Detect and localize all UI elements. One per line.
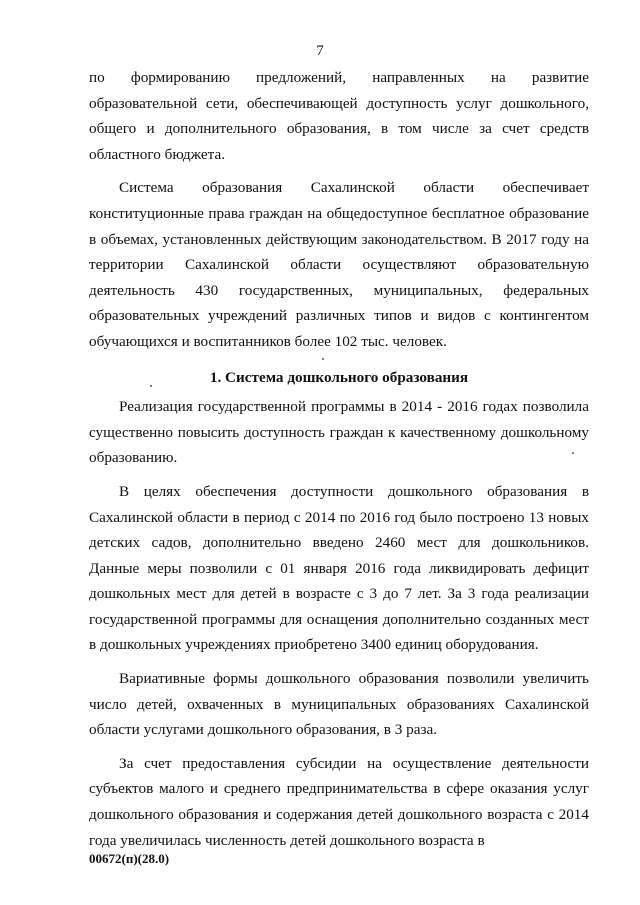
document-body [89,65,589,861]
scan-speck [322,358,324,360]
paragraph-program-results: Реализация государственной программы в 2014 - 2016 годах позволила существенно повысить доступность граждан к качественному дошкольному образованию. [89,398,589,467]
paragraph-education-system: Система образования Сахалинской области обеспечивает конституционные права граждан на общедоступное бесплатное образование в объемах, установленных действующим законодательством. В 2017 году на территории Сахалинской области осуществляют образовательную деятельность 430 государственных, муниципальных, федеральных образовательных учреждений различных типов и видов с контингентом обучающихся и воспитанников более 102 тыс. человек. [89,179,589,350]
paragraph-variative-forms: Вариативные формы дошкольного образования позволили увеличить число детей, охваченных в муниципальных образованиях Сахалинской области услугами дошкольного образования, в 3 раза. [89,670,589,739]
paragraph-continuation: по формированию предложений, направленных на развитие образовательной сети, обеспечивающей доступность услуг дошкольного, общего и дополнительного образования, в том числе за счет средств областного бюджета. [89,69,589,163]
scan-speck [572,452,574,454]
paragraph-subsidies: За счет предоставления субсидии на осуществление деятельности субъектов малого и среднего предпринимательства в сфере оказания услуг дошкольного образования и содержания детей дошкольного возраста с 2014 года увеличилась численность детей дошкольного возраста в [89,754,589,849]
section-heading: 1. Система дошкольного образования [209,368,469,386]
scan-speck [150,385,152,387]
paragraph-kindergartens: В целях обеспечения доступности дошкольного образования в Сахалинской области в период с 2014 по 2016 год было построено 13 новых детских садов, дополнительно введено 2460 мест для дошкольников. Данные меры позволили с 01 января 2016 года ликвидировать дефицит дошкольных мест для детей в возрасте с 3 до 7 лет. За 3 года реализации государственной программы для оснащения дополнительно созданных мест в дошкольных учреждениях приобретено 3400 единиц оборудования. [89,482,589,654]
page-number: 7 [316,43,324,59]
document-code: 00672(п)(28.0) [89,851,170,866]
